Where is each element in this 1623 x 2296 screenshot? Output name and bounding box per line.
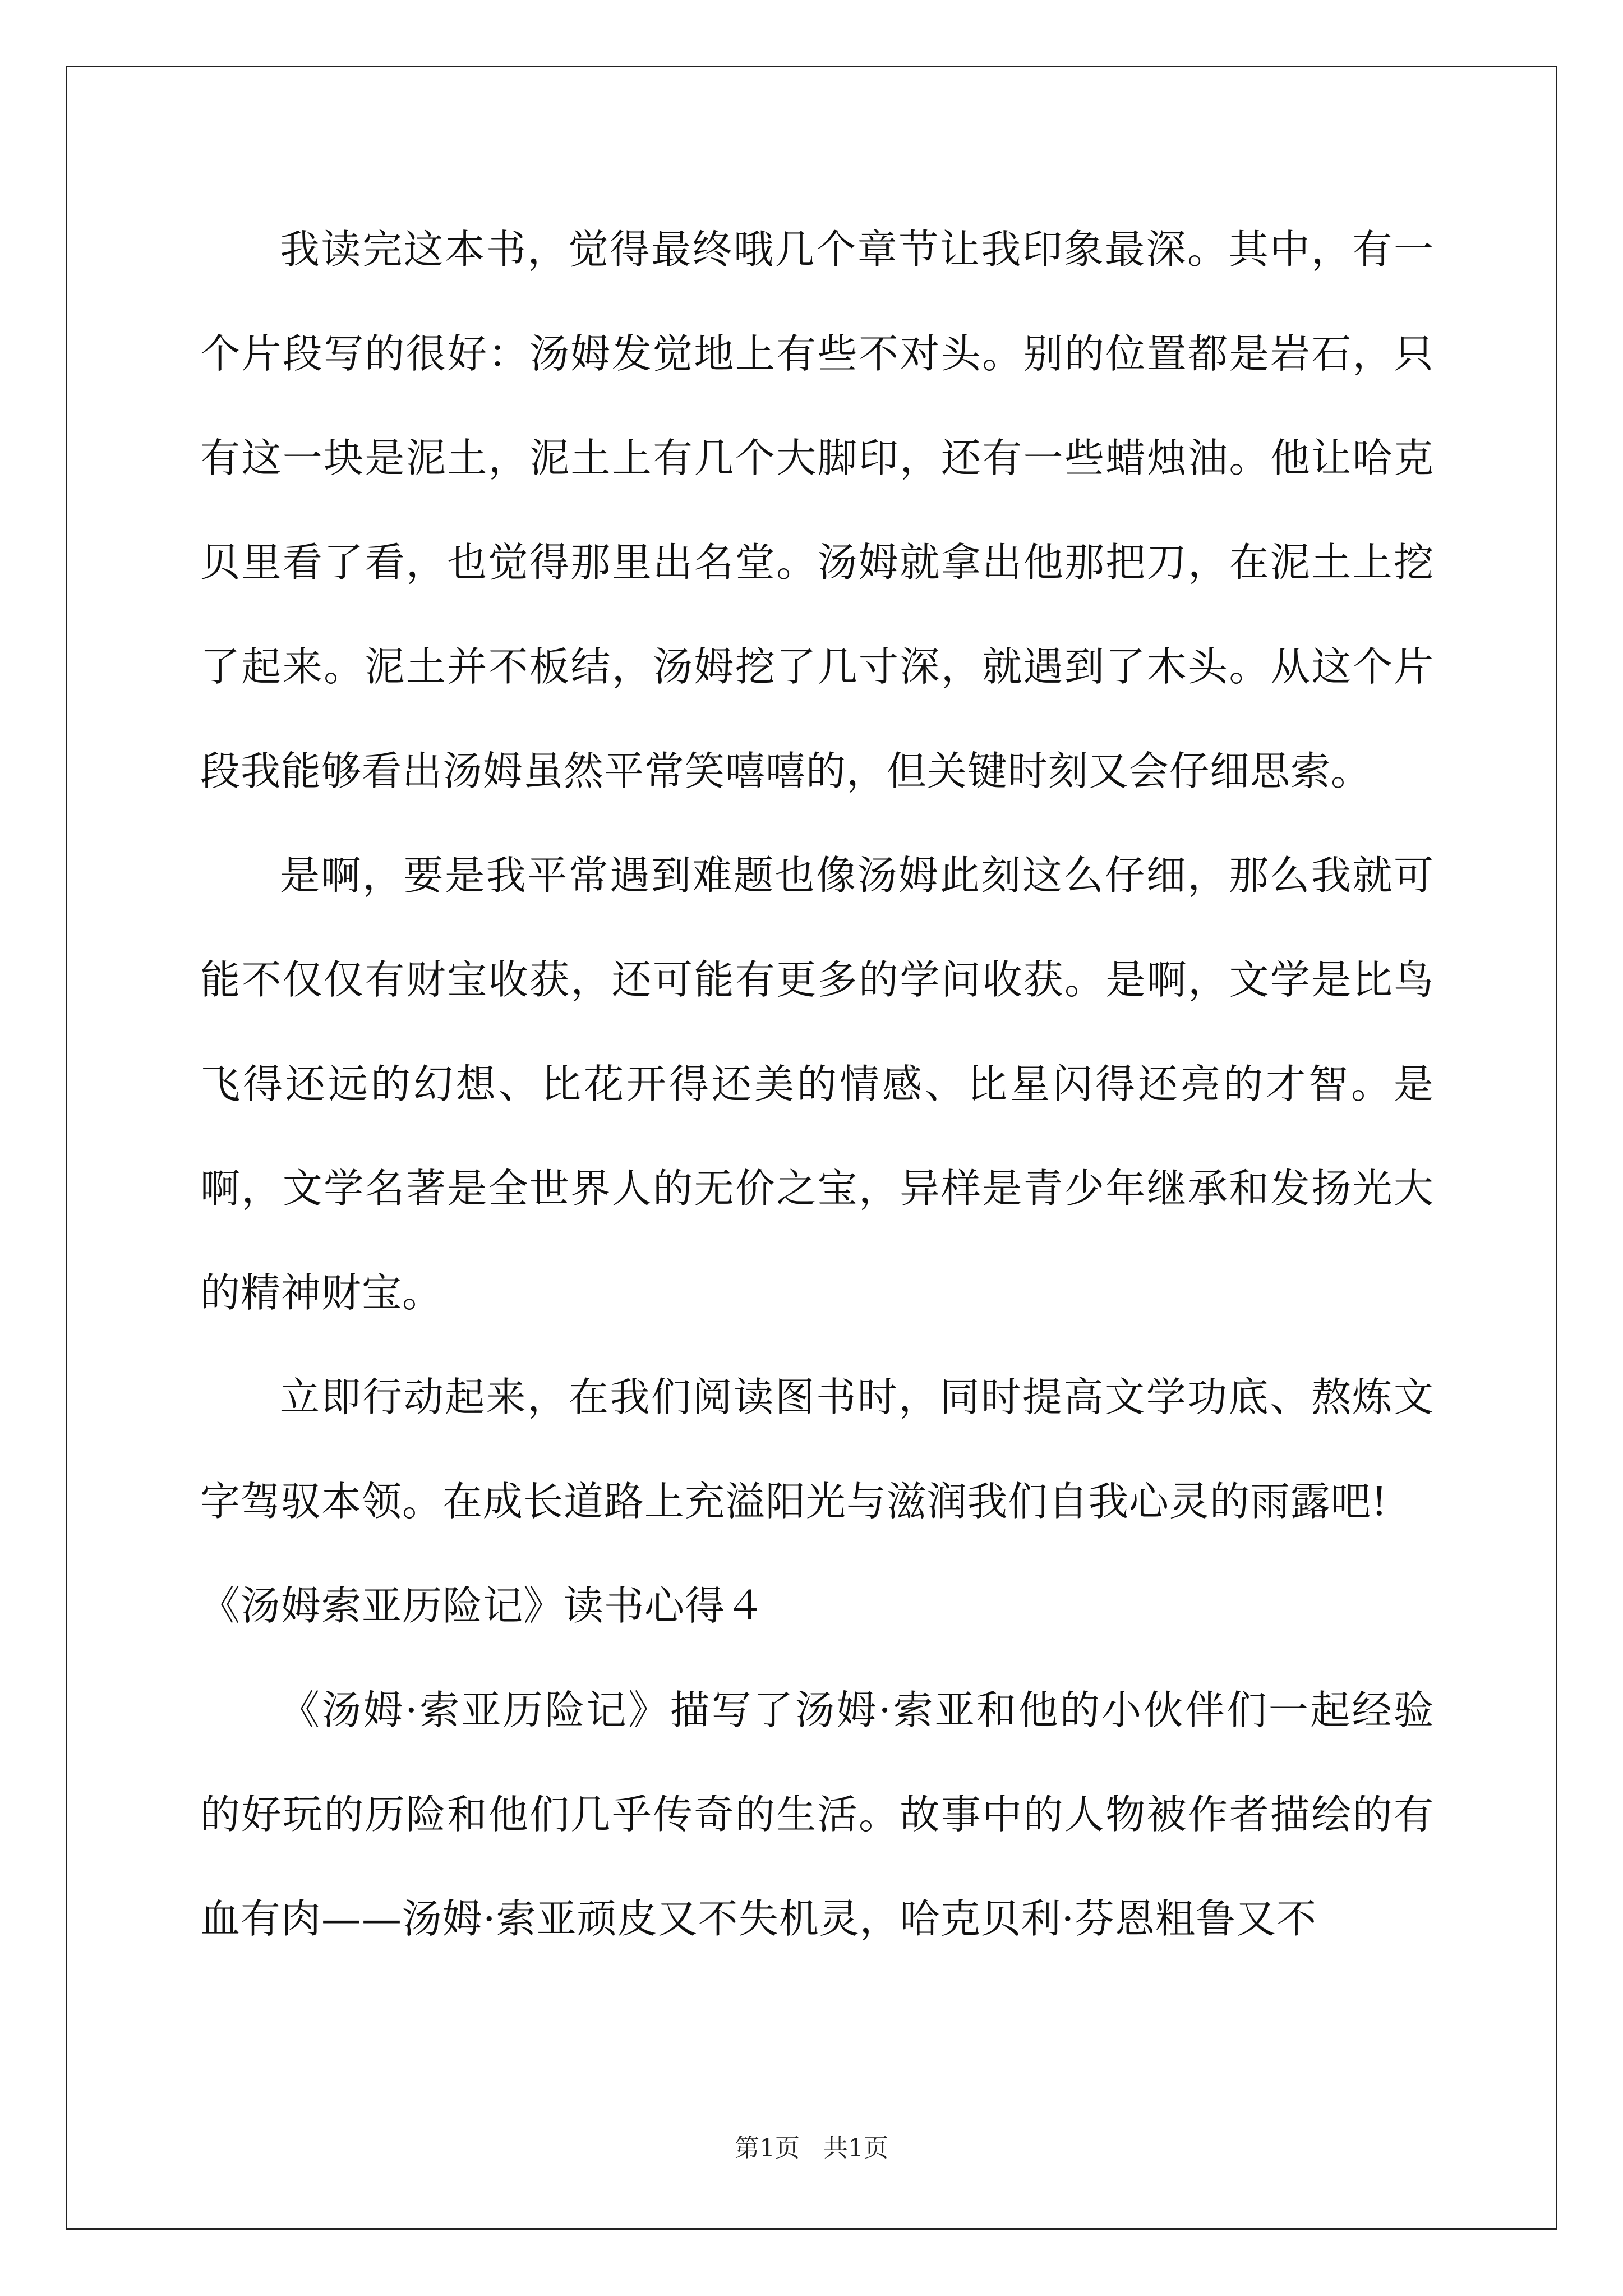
paragraph-1: 我读完这本书，觉得最终哦几个章节让我印象最深。其中，有一个片段写的很好：汤姆发觉地上有些不对头。别的位置都是岩石，只有这一块是泥土，泥土上有几个大脚印，还有一些蜡烛油。他让哈克贝里看了看，也觉得那里出名堂。汤姆就拿出他那把刀，在泥土上挖了起来。泥土并不板结，汤姆挖了几寸深，就遇到了木头。从这个片段我能够看出汤姆虽然平常笑嘻嘻的，但关键时刻又会仔细思索。 (200, 226, 1434, 794)
page-number: 第1页 (735, 2134, 800, 2162)
paragraph-2: 是啊，要是我平常遇到难题也像汤姆此刻这么仔细，那么我就可能不仅仅有财宝收获，还可能有更多的学问收获。是啊，文学是比鸟飞得还远的幻想、比花开得还美的情感、比星闪得还亮的才智。是啊，文学名著是全世界人的无价之宝，异样是青少年继承和发扬光大的精神财宝。 (200, 852, 1434, 1316)
paragraph-3: 立即行动起来，在我们阅读图书时，同时提高文学功底、熬炼文字驾驭本领。在成长道路上充溢阳光与滋润我们自我心灵的雨露吧! (200, 1374, 1434, 1525)
document-body (200, 197, 1434, 1971)
page-total: 共1页 (823, 2134, 888, 2162)
section-heading: 《汤姆索亚历险记》读书心得４ (200, 1582, 766, 1629)
paragraph-4: 《汤姆·索亚历险记》描写了汤姆·索亚和他的小伙伴们一起经验的好玩的历险和他们几乎传奇的生活。故事中的人物被作者描绘的有血有肉——汤姆·索亚顽皮又不失机灵，哈克贝利·芬恩粗鲁又不 (200, 1687, 1434, 1942)
page-footer (0, 2132, 1623, 2165)
